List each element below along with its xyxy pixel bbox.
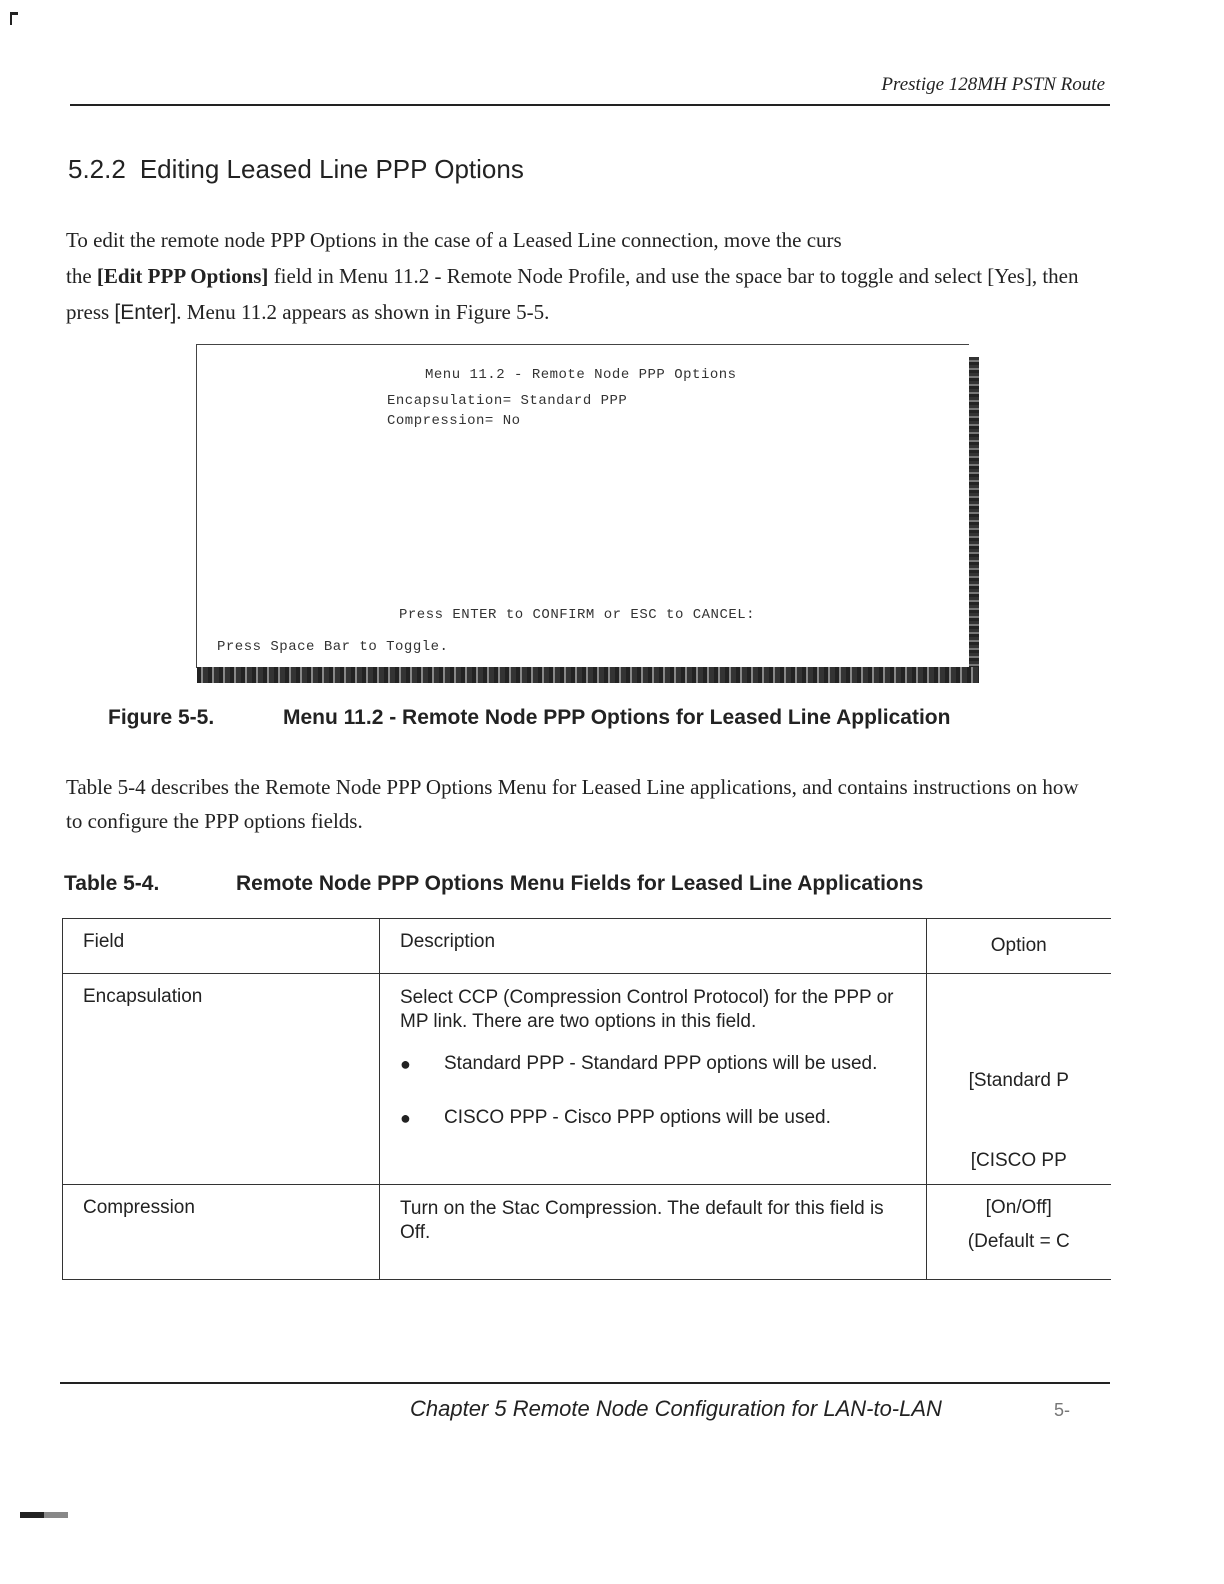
bullet-standard-ppp: Standard PPP - Standard PPP options will be used. [444, 1053, 878, 1074]
section-title: Editing Leased Line PPP Options [139, 154, 524, 184]
terminal-toggle-hint: Press Space Bar to Toggle. [217, 639, 449, 655]
cell-field-compression [63, 1185, 380, 1280]
header-option-label: Option [990, 935, 1047, 956]
footer-chapter: Chapter 5 Remote Node Configuration for LAN-to-LAN [410, 1396, 942, 1421]
header-description-label: Description [400, 931, 496, 952]
field-encapsulation-label: Encapsulation [83, 986, 203, 1007]
section-number: 5.2.2 [68, 154, 126, 184]
cell-option-encapsulation [927, 974, 1111, 1185]
fields-table [62, 918, 1111, 1280]
list-item [400, 1052, 906, 1076]
terminal-shadow-bottom [197, 667, 979, 683]
footer-rule [60, 1382, 1110, 1384]
header-field [63, 919, 380, 974]
option-cisco-ppp: [CISCO PP [970, 1150, 1067, 1171]
table-row [63, 1185, 1111, 1280]
table-title: Remote Node PPP Options Menu Fields for Leased Line Applications [236, 872, 924, 895]
bullet-icon: ● [400, 1108, 411, 1128]
figure-label: Figure 5-5. [108, 706, 215, 729]
bullet-cisco-ppp: CISCO PPP - Cisco PPP options will be used. [444, 1107, 831, 1128]
table-header-row [63, 919, 1111, 974]
figure-title: Menu 11.2 - Remote Node PPP Options for Leased Line Application [283, 706, 951, 729]
header-field-label: Field [83, 931, 125, 952]
terminal-compression-field: Compression= No [387, 413, 521, 429]
terminal-encapsulation-field: Encapsulation= Standard PPP [387, 393, 628, 409]
intro-text-3: field in Menu 11.2 - Remote Node Profile, and use the space bar to toggle and select [Yes], then press [66, 264, 1079, 324]
bullet-icon: ● [400, 1054, 411, 1074]
cell-description-encapsulation [380, 974, 927, 1185]
terminal-shadow-right [969, 357, 979, 683]
option-default: (Default = C [967, 1231, 1070, 1252]
intro-bold-field: [Edit PPP Options] [96, 264, 269, 288]
scan-edge-mark [20, 1512, 68, 1518]
running-header: Prestige 128MH PSTN Route [881, 74, 1105, 95]
header-option [927, 919, 1111, 974]
intro-text-2: the [66, 264, 97, 288]
cell-field-encapsulation [63, 974, 380, 1185]
terminal-menu-title: Menu 11.2 - Remote Node PPP Options [425, 367, 737, 383]
figure-caption [108, 706, 1108, 730]
table-caption [64, 872, 1104, 896]
option-standard-ppp: [Standard P [968, 1070, 1069, 1091]
header-rule [70, 104, 1110, 106]
table-intro-paragraph: Table 5-4 describes the Remote Node PPP Options Menu for Leased Line applications, and contains instructions on how to configure the PPP options fields. [66, 775, 1079, 833]
cell-option-compression [927, 1185, 1111, 1280]
footer-page-number: 5- [1054, 1400, 1071, 1420]
table-row [63, 974, 1111, 1185]
field-compression-label: Compression [83, 1197, 195, 1218]
intro-paragraph [66, 222, 1096, 331]
terminal-confirm-prompt: Press ENTER to CONFIRM or ESC to CANCEL: [399, 607, 756, 623]
section-heading [68, 154, 524, 185]
intro-text-4: . Menu 11.2 appears as shown in Figure 5-5. [176, 300, 550, 324]
scan-corner-mark [10, 12, 18, 25]
compression-description: Turn on the Stac Compression. The default for this field is Off. [400, 1198, 884, 1243]
terminal-screenshot [196, 344, 969, 668]
option-on-off: [On/Off] [985, 1197, 1052, 1218]
cell-description-compression [380, 1185, 927, 1280]
table-label: Table 5-4. [64, 872, 160, 895]
list-item [400, 1106, 906, 1130]
encapsulation-description: Select CCP (Compression Control Protocol) for the PPP or MP link. There are two options in this field. [400, 987, 894, 1032]
intro-text-1: To edit the remote node PPP Options in the case of a Leased Line connection, move the curs [66, 228, 842, 252]
intro-enter-key: [Enter] [114, 301, 177, 324]
header-description [380, 919, 927, 974]
